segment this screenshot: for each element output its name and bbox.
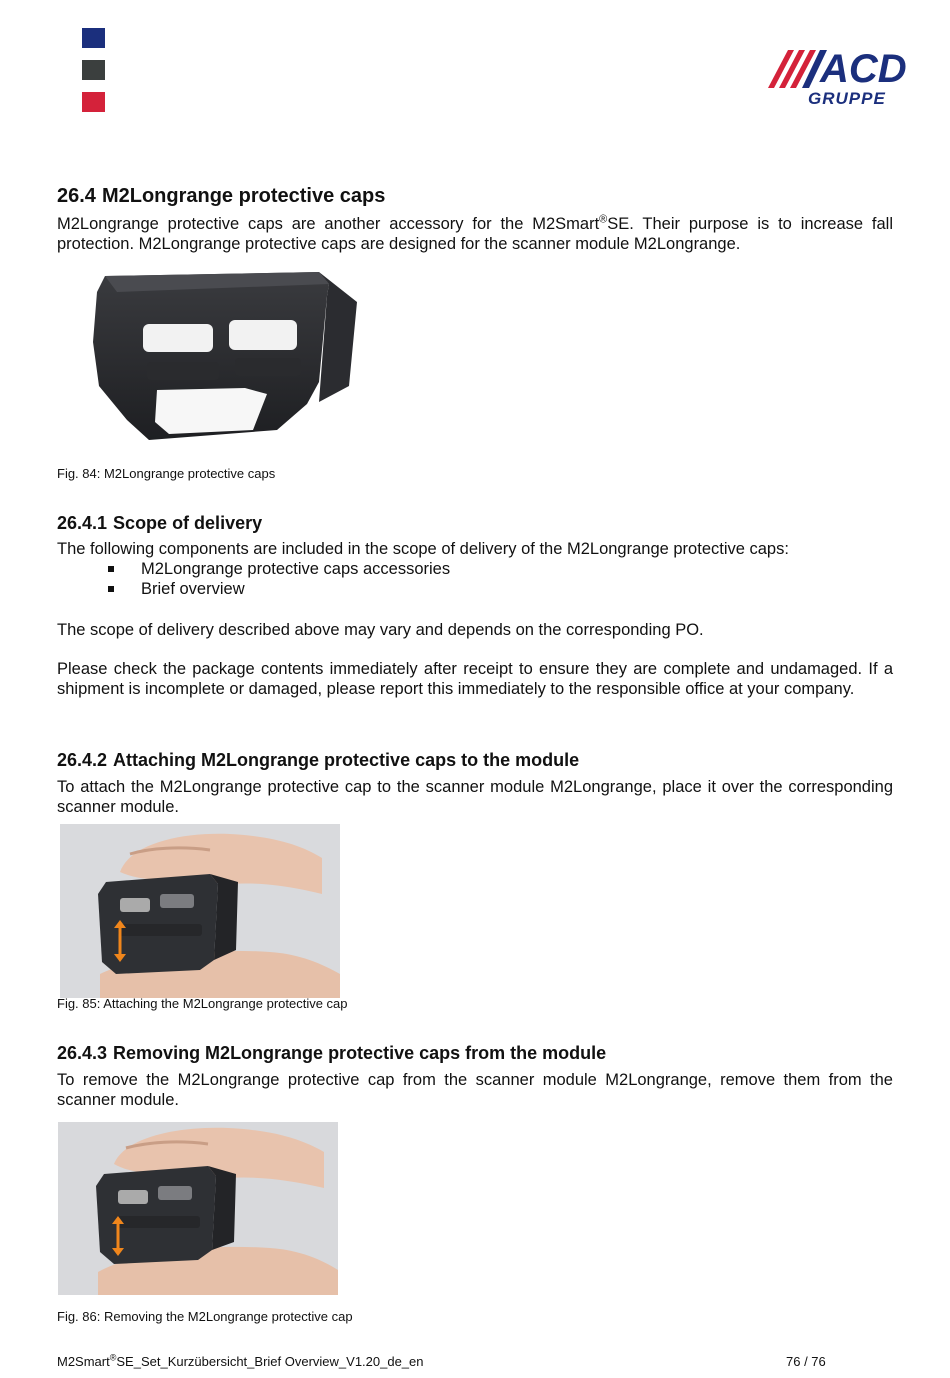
bullet-icon xyxy=(108,566,114,572)
registered-mark: ® xyxy=(599,213,608,226)
section-number: 26.4 xyxy=(57,185,96,207)
acd-logo xyxy=(766,44,921,110)
logo-subtext: GRUPPE xyxy=(808,89,886,108)
footer-doc-text-2: SE_Set_Kurzübersicht_Brief Overview_V1.20_de_en xyxy=(116,1354,424,1369)
intro-text-2: SE. Their purpose is to increase fall protection. M2Longrange protective caps are designed for the scanner module M2Longrange. xyxy=(57,215,893,253)
footer-page-number: 76 / 76 xyxy=(786,1354,826,1369)
section-heading xyxy=(57,185,385,208)
brand-square-grey xyxy=(82,60,105,80)
bullet-icon xyxy=(108,586,114,592)
subsection-title: Attaching M2Longrange protective caps to the module xyxy=(113,750,580,770)
list-item-text: Brief overview xyxy=(141,580,245,598)
protective-cap-image xyxy=(57,262,359,452)
brand-square-red xyxy=(82,92,105,112)
subsection-title: Removing M2Longrange protective caps from the module xyxy=(113,1043,607,1063)
figure-caption: Fig. 86: Removing the M2Longrange protective cap xyxy=(57,1309,353,1324)
subsection-heading xyxy=(57,513,262,534)
subsection-title: Scope of delivery xyxy=(113,513,263,533)
scope-check: Please check the package contents immediately after receipt to ensure they are complete and undamaged. If a shipment is incomplete or damaged, please report this immediately to the responsible office at your company. xyxy=(57,660,893,698)
remove-image xyxy=(58,1122,338,1295)
subsection-number: 26.4.1 xyxy=(57,513,108,533)
subsection-heading xyxy=(57,1043,606,1064)
logo-text: ACD xyxy=(820,47,907,91)
figure-caption: Fig. 84: M2Longrange protective caps xyxy=(57,466,276,481)
scope-note: The scope of delivery described above may vary and depends on the corresponding PO. xyxy=(57,621,704,639)
list-item-text: M2Longrange protective caps accessories xyxy=(141,560,451,578)
footer-doc-name xyxy=(57,1354,424,1369)
intro-text-1: M2Longrange protective caps are another accessory for the M2Smart xyxy=(57,215,600,233)
figure-caption: Fig. 85: Attaching the M2Longrange protective cap xyxy=(57,996,348,1011)
scope-list xyxy=(57,559,450,599)
subsection-number: 26.4.3 xyxy=(57,1043,108,1063)
scope-lead: The following components are included in the scope of delivery of the M2Longrange protective caps: xyxy=(57,540,789,558)
subsection-heading xyxy=(57,750,579,771)
list-item xyxy=(57,579,450,599)
section-title: M2Longrange protective caps xyxy=(101,185,386,207)
registered-mark: ® xyxy=(109,1352,117,1363)
brand-square-blue xyxy=(82,28,105,48)
subsection-number: 26.4.2 xyxy=(57,750,108,770)
footer-doc-text-1: M2Smart xyxy=(57,1354,110,1369)
attach-image xyxy=(60,824,340,998)
attach-text: To attach the M2Longrange protective cap to the scanner module M2Longrange, place it over the corresponding scanner module. xyxy=(57,778,893,816)
remove-text: To remove the M2Longrange protective cap from the scanner module M2Longrange, remove them from the scanner module. xyxy=(57,1071,893,1109)
section-intro xyxy=(57,214,893,254)
list-item xyxy=(57,559,450,579)
